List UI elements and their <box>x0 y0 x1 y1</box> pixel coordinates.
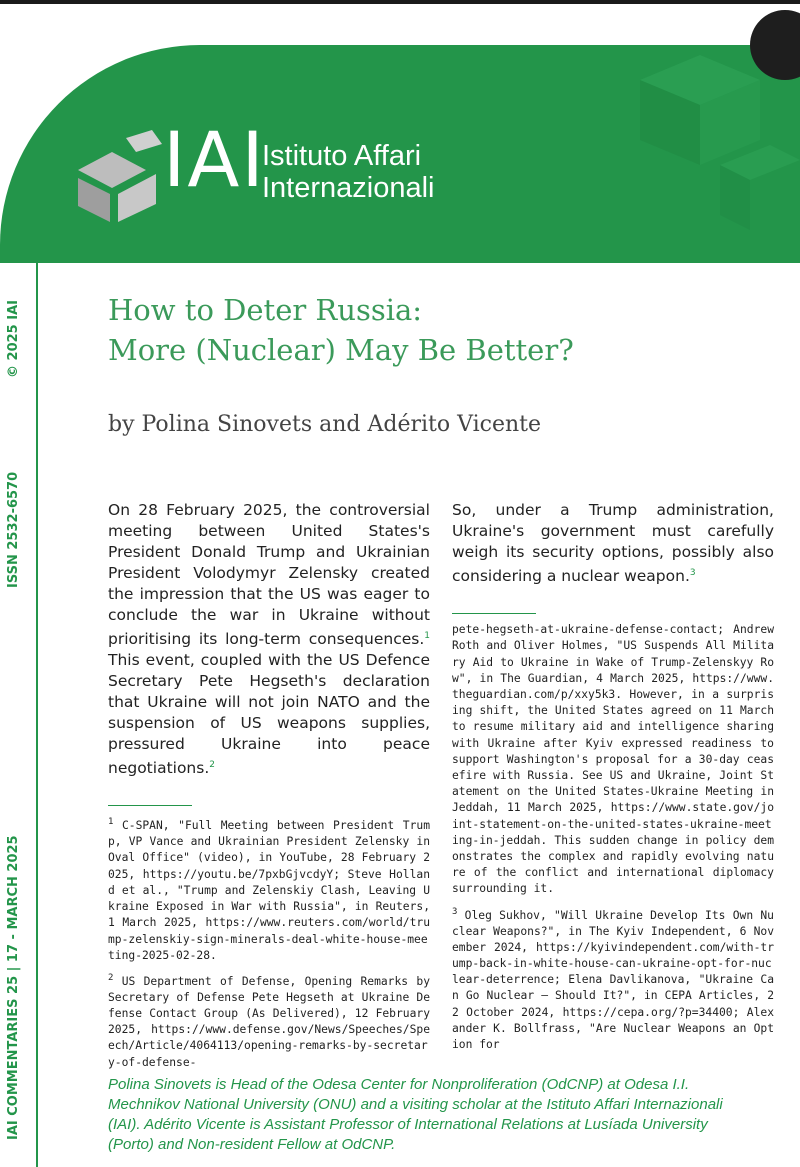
footnote-ref[interactable]: 3 <box>689 568 696 578</box>
page-title: How to Deter Russia: More (Nuclear) May Be Better? <box>108 293 574 367</box>
footnote-divider <box>452 613 536 614</box>
right-column <box>452 500 774 1059</box>
iai-cube-logo-icon <box>72 130 162 225</box>
logo-institute-name: Istituto Affari Internazionali <box>262 140 435 204</box>
footnote-3: $^3$ Oleg Sukhov, "Will Ukraine Develop Its Own Nuclear Weapons?", in The Kyiv Independent, 6 November 2024, https://kyivindependent.com/with-trump-back-in-white-house-can-ukraine-opt-for-nuclear-deterrence; Elena Davlikanova, "Ukraine Can Go Nuclear — Should It?", in CEPA Articles, 22 October 2024, https://cepa.org/?p=34400; Alexander K. Bollfrass, "Are Nuclear Weapons an Option for <box>452 906 774 1051</box>
body-paragraph: On 28 February 2025, the controversial meeting between United States's President Donald Trump and Ukrainian President Volodymyr Zelensky created the impression that the US was eager to conclude the war in Ukraine without prioritising its long-term consequences.$^1$ This event, coupled with the US Defence Secretary Pete Hegseth's declaration that Ukraine will not join NATO and the suspension of US weapons supplies, pressured Ukraine into peace negotiations.$^2$ <box>108 501 430 778</box>
side-series: IAI COMMENTARIES 25 | 17 - MARCH 2025 <box>6 835 21 1140</box>
footnote-2-continued: pete-hegseth-at-ukraine-defense-contact; Andrew Roth and Oliver Holmes, "US Suspends All Military Aid to Ukraine in Wake of Trump-Zelenskyy Row", in The Guardian, 4 March 2025, https://www.theguardian.com/p/xxy5k3. However, in a surprising shift, the United States agreed on 11 March to resume military aid and intelligence sharing with Ukraine after Kyiv expressed readiness to support Washington's proposal for a 30-day ceasefire with Russia. See US and Ukraine, Joint Statement on the United States-Ukraine Meeting in Jeddah, 11 March 2025, https://www.state.gov/joint-statement-on-the-united-states-ukraine-meeting-in-jeddah. This sudden change in policy demonstrates the complex and rapidly evolving nature of the conflict and international diplomacy surrounding it. <box>452 623 774 896</box>
side-issn: ISSN 2532-6570 <box>6 471 21 588</box>
byline: by Polina Sinovets and Adérito Vicente <box>108 412 541 437</box>
left-column <box>108 500 430 1077</box>
footnote-ref[interactable]: 1 <box>424 631 430 641</box>
footnote-divider <box>108 805 192 806</box>
logo-abbreviation: IAI <box>163 115 266 204</box>
body-paragraph: So, under a Trump administration, Ukraine's government must carefully weigh its security options, possibly also considering a nuclear weapon.$^3$ <box>452 501 774 586</box>
cube-pattern-decoration <box>570 45 800 263</box>
side-copyright: © 2025 IAI <box>6 300 21 378</box>
footnote-2: $^2$ US Department of Defense, Opening Remarks by Secretary of Defense Pete Hegseth at Ukraine Defense Contact Group (As Delivered), 12 February 2025, https://www.defense.gov/News/Speeches/Speech/Article/4064113/opening-remarks-by-secretary-of-defense- <box>108 972 430 1069</box>
footnote-1: $^1$ C-SPAN, "Full Meeting between President Trump, VP Vance and Ukrainian President Zelensky in Oval Office" (video), in YouTube, 28 February 2025, https://youtu.be/7pxbGjvcdyY; Steve Holland et al., "Trump and Zelenskiy Clash, Leaving Ukraine Exposed in War with Russia", in Reuters, 1 March 2025, https://www.reuters.com/world/trump-zelenskiy-sign-minerals-deal-white-house-meeting-2025-02-28. <box>108 817 430 962</box>
left-margin-rule <box>36 255 38 1167</box>
author-bio: Polina Sinovets is Head of the Odesa Center for Nonproliferation (OdCNP) at Odesa I.I. Mechnikov National University (ONU) and a visiting scholar at the Istituto Affari Internazionali (IAI). Adérito Vicente is Assistant Professor of International Relations at Lusíada University (Porto) and Non-resident Fellow at OdCNP. <box>108 1076 723 1153</box>
footnote-ref[interactable]: 2 <box>209 760 215 771</box>
top-border <box>0 0 800 4</box>
